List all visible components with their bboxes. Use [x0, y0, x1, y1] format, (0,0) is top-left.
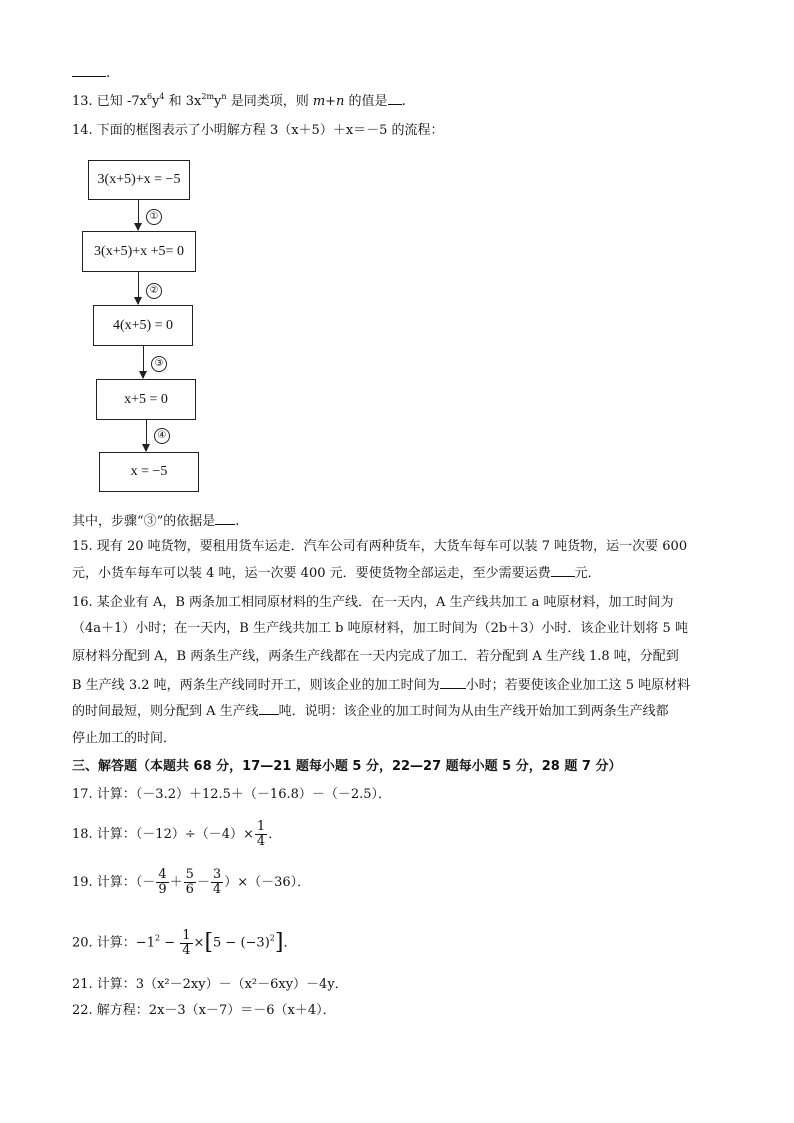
question-16-line-5: 的时间最短，则分配到 A 生产线 吨．说明：该企业的加工时间为从由生产线开始加工到两条生产线都 [72, 704, 669, 719]
question-16-line-4: B 生产线 3.2 吨，两条生产线同时开工，则该企业的加工时间为 小时；若要使该企业加工这 5 吨原材料 [72, 678, 691, 693]
question-22: 22. 解方程：2x－3（x－7）＝－6（x＋4）． [72, 1003, 336, 1018]
question-17: 17. 计算：（－3.2）＋12.5＋（－16.8）－（－2.5）． [72, 787, 392, 802]
flow-box-3: 4(x+5) = 0 [93, 305, 193, 346]
step-1-label: ① [146, 209, 162, 225]
answer-blank [259, 702, 279, 715]
flow-arrow-2 [138, 271, 139, 304]
question-19: 19. 计算：（－ $\frac{4}{9}$ ＋ $\frac{5}{6}$ － $\frac{3}{4}$ ）×（－36）． [72, 867, 311, 897]
question-21: 21. 计算：3（x²－2xy）－（x²－6xy）－4y． [72, 977, 348, 992]
answer-blank [388, 92, 402, 105]
answer-blank [72, 64, 106, 77]
question-20: 20. 计算：$-1^2$ − $\frac{1}{4}$ $\times[5 - (-3)^2]$． [72, 927, 297, 958]
question-15-line-2: 元，小货车每车可以装 4 吨，运一次要 400 元．要使货物全部运走，至少需要运费 元． [72, 566, 601, 581]
q12-tail: . [72, 64, 110, 83]
flow-box-1: 3(x+5)+x = −5 [88, 160, 190, 200]
question-16-line-2: （4a＋1）小时；在一天内，B 生产线共加工 b 吨原材料，加工时间为（2b＋3）小时．该企业计划将 5 吨 [72, 621, 688, 636]
question-18: 18. 计算：（－12）÷（－4）× $\frac{1}{4}$ ． [72, 819, 282, 849]
question-13: 13. 已知 $-7x^6y^4$ 和 $3x^{2m}y^n$ 是同类项，则 m+n 的值是 . [72, 92, 406, 109]
question-16-line-1: 16. 某企业有 A，B 两条加工相同原材料的生产线．在一天内，A 生产线共加工 a 吨原材料，加工时间为 [72, 595, 674, 610]
flow-box-2: 3(x+5)+x +5= 0 [82, 231, 196, 272]
question-14: 14. 下面的框图表示了小明解方程 3（x＋5）＋x＝－5 的流程： [72, 123, 444, 138]
fraction: $\frac{5}{6}$ [185, 867, 194, 897]
fraction: $\frac{4}{9}$ [158, 867, 167, 897]
answer-blank [440, 676, 466, 689]
answer-blank [215, 512, 235, 525]
answer-blank [551, 564, 575, 577]
question-14-ask: 其中，步骤“③”的依据是 . [72, 514, 240, 529]
flow-arrow-1 [138, 199, 139, 230]
section-3-heading: 三、解答题（本题共 68 分，17—21 题每小题 5 分，22—27 题每小题 5 分，28 题 7 分） [72, 759, 622, 774]
flow-arrow-3 [143, 345, 144, 378]
question-16-line-6: 停止加工的时间． [72, 731, 177, 746]
question-15-line-1: 15. 现有 20 吨货物，要租用货车运走．汽车公司有两种货车，大货车每车可以装 7 吨货物，运一次要 600 [72, 539, 688, 554]
question-16-line-3: 原材料分配到 A，B 两条生产线，两条生产线都在一天内完成了加工．若分配到 A 生产线 1.8 吨，分配到 [72, 649, 679, 664]
fraction: $\frac{1}{4}$ [182, 927, 191, 958]
fraction: $\frac{3}{4}$ [212, 867, 222, 897]
step-2-label: ② [146, 283, 162, 299]
fraction: $\frac{1}{4}$ [256, 819, 266, 849]
flow-box-4: x+5 = 0 [96, 379, 196, 420]
step-4-label: ④ [154, 428, 170, 444]
step-3-label: ③ [151, 356, 167, 372]
flow-box-5: x = −5 [99, 452, 199, 492]
flow-arrow-4 [146, 419, 147, 451]
